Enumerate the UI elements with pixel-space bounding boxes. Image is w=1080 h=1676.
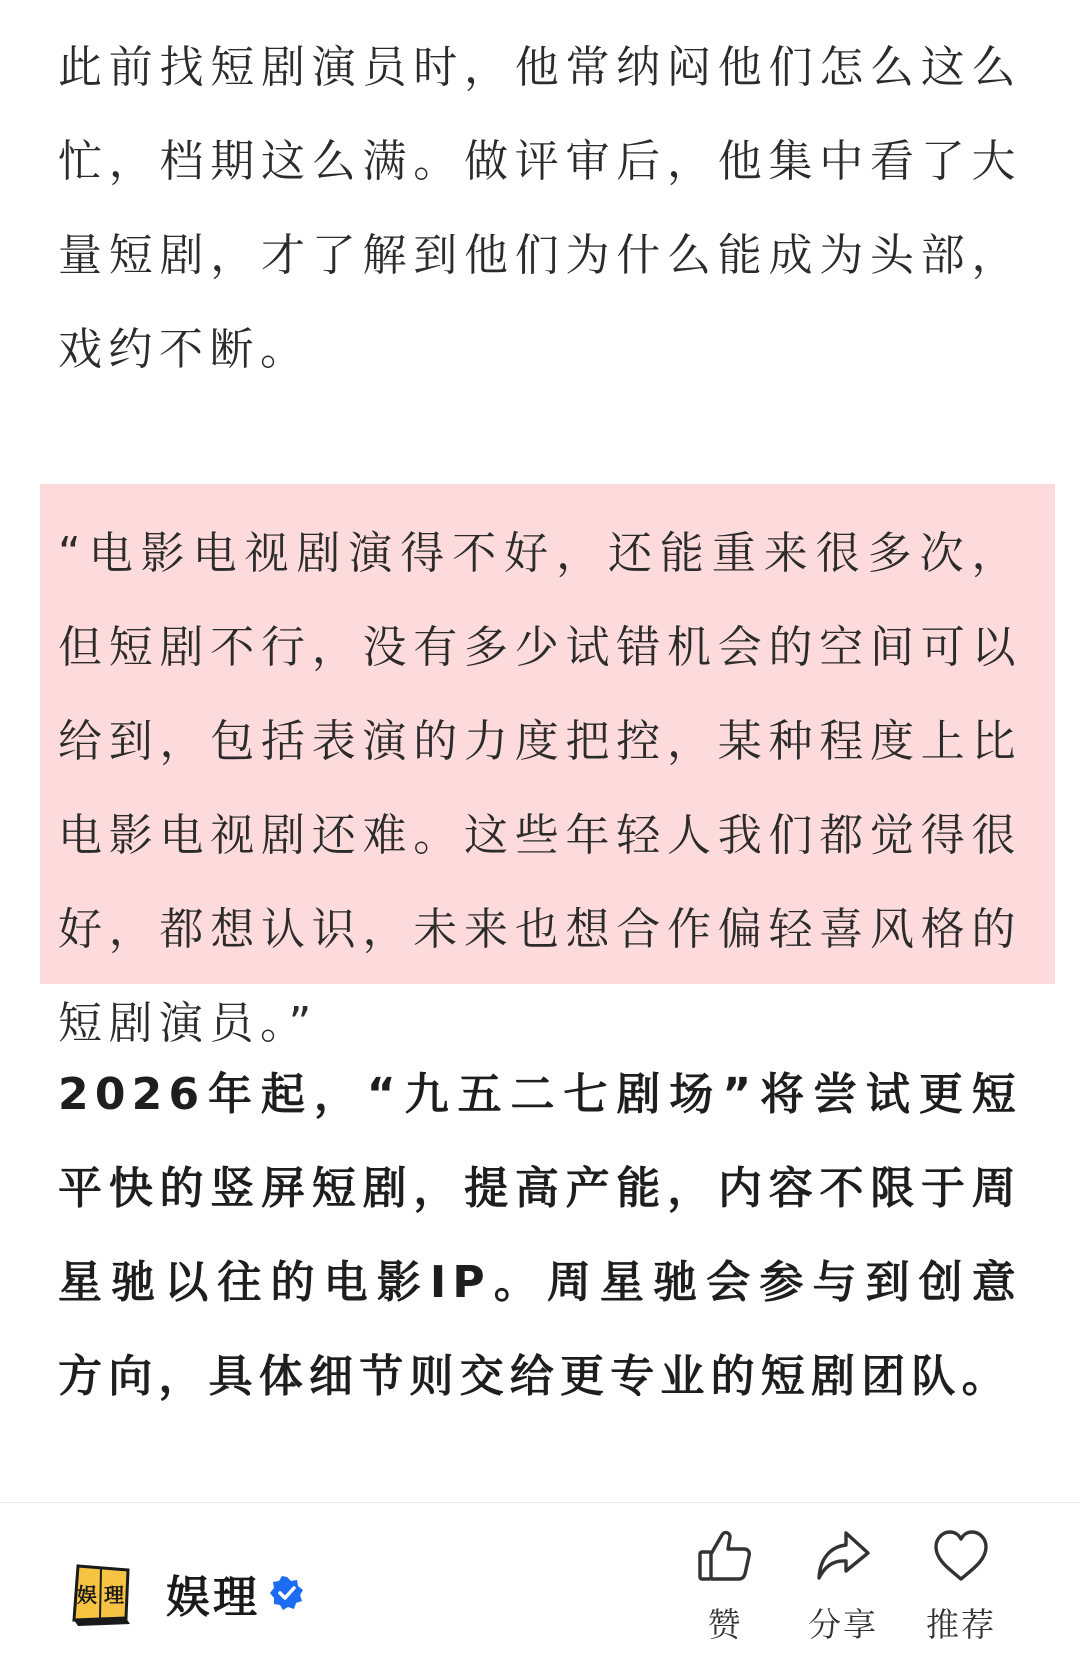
quote-block [40, 484, 1055, 1049]
like-button[interactable] [666, 1527, 784, 1646]
avatar-char-2: 理 [104, 1583, 124, 1607]
share-button[interactable] [784, 1527, 902, 1646]
avatar[interactable] [68, 1560, 134, 1626]
account-info[interactable] [68, 1553, 304, 1633]
article-paragraph: 此前找短剧演员时，他常纳闷他们怎么这么忙，档期这么满。做评审后，他集中看了大量短剧，才了解到他们为什么能成为头部，戏约不断。 [58, 42, 1022, 375]
recommend-label: 推荐 [926, 1605, 996, 1644]
heart-icon [932, 1527, 990, 1585]
account-name[interactable]: 娱理 [166, 1572, 260, 1623]
avatar-logo-icon [68, 1560, 134, 1626]
verified-check-icon [270, 1576, 304, 1610]
avatar-char-1: 娱 [77, 1583, 97, 1607]
share-label: 分享 [808, 1605, 878, 1644]
recommend-button[interactable] [902, 1527, 1020, 1646]
article-paragraph-bold: 2026年起，“九五二七剧场”将尝试更短平快的竖屏短剧，提高产能，内容不限于周星驰以往的电影IP。周星驰会参与到创意方向，具体细节则交给更专业的短剧团队。 [58, 1069, 1022, 1402]
quote-text: “电影电视剧演得不好，还能重来很多次，但短剧不行，没有多少试错机会的空间可以给到，包括表演的力度把控，某种程度上比电影电视剧还难。这些年轻人我们都觉得很好，都想认识，未来也想合作偏轻喜风格的短剧演员。” [58, 528, 1022, 1049]
like-label: 赞 [707, 1605, 743, 1644]
share-arrow-icon [814, 1527, 872, 1585]
action-buttons [666, 1527, 1020, 1646]
bottom-action-bar [0, 1502, 1080, 1676]
thumbs-up-icon [696, 1527, 754, 1585]
